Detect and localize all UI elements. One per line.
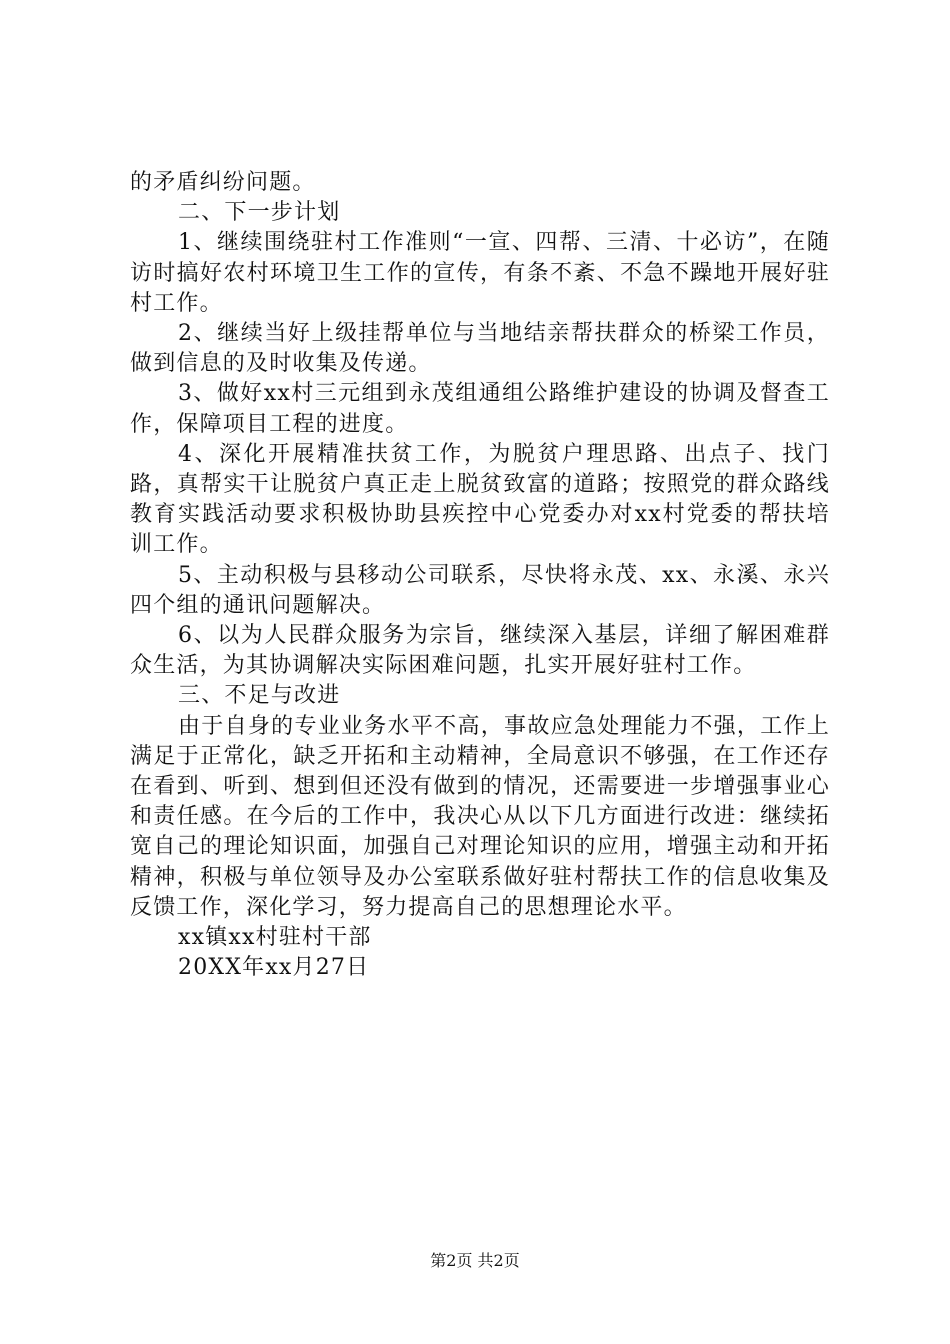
signature-author: xx镇xx村驻村干部 [178, 925, 372, 951]
plan-item-1: 1、继续围绕驻村工作准则“一宣、四帮、三清、十必访”，在随访时搞好农村环境卫生工作的宣传，有条不紊、不急不躁地开展好驻村工作。 [130, 230, 830, 316]
shortcomings-paragraph: 由于自身的专业业务水平不高，事故应急处理能力不强，工作上满足于正常化，缺乏开拓和主动精神，全局意识不够强，在工作还存在看到、听到、想到但还没有做到的情况，还需要进一步增强事业心和责任感。在今后的工作中，我决心从以下几方面进行改进：继续拓宽自己的理论知识面，加强自己对理论知识的应用，增强主动和开拓精神，积极与单位领导及办公室联系做好驻村帮扶工作的信息收集及反馈工作，深化学习，努力提高自己的思想理论水平。 [130, 713, 830, 920]
page-number-footer: 第2页 共2页 [430, 1251, 520, 1270]
paragraph-continuation: 的矛盾纠纷问题。 [130, 170, 316, 195]
document-body [130, 168, 830, 983]
plan-item-5: 5、主动积极与县移动公司联系，尽快将永茂、xx、永溪、永兴四个组的通讯问题解决。 [130, 562, 830, 618]
plan-item-2: 2、继续当好上级挂帮单位与当地结亲帮扶群众的桥梁工作员，做到信息的及时收集及传递。 [130, 321, 830, 377]
section-heading-shortcomings: 三、不足与改进 [178, 683, 341, 709]
plan-item-3: 3、做好xx村三元组到永茂组通组公路维护建设的协调及督查工作，保障项目工程的进度。 [130, 381, 830, 437]
plan-item-4: 4、深化开展精准扶贫工作，为脱贫户理思路、出点子、找门路，真帮实干让脱贫户真正走上脱贫致富的道路；按照党的群众路线教育实践活动要求积极协助县疾控中心党委办对xx村党委的帮扶培训工作。 [130, 441, 830, 558]
signature-date: 20XX年xx月27日 [178, 955, 370, 981]
section-heading-next-plan: 二、下一步计划 [178, 200, 341, 226]
plan-item-6: 6、以为人民群众服务为宗旨，继续深入基层，详细了解困难群众生活，为其协调解决实际困难问题，扎实开展好驻村工作。 [130, 623, 830, 679]
